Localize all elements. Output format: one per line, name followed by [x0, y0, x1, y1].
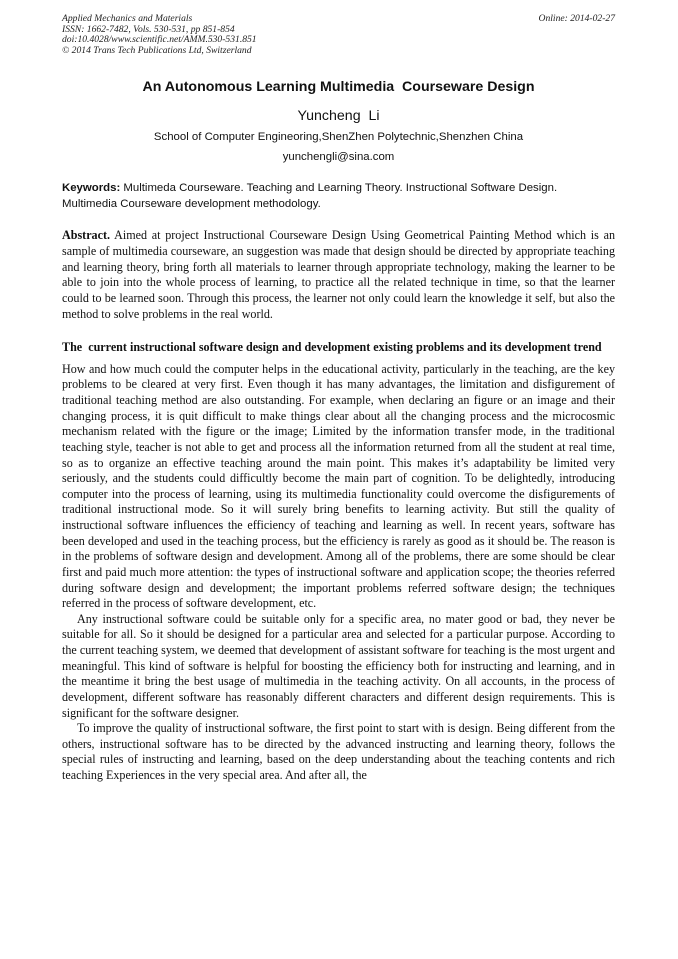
paper-page — [62, 14, 615, 784]
author-affiliation: School of Computer Engineoring,ShenZhen Polytechnic,Shenzhen China — [153, 131, 524, 144]
body-paragraph-1: How and how much could the computer helps in the educational activity, particularly in the teaching, are the key problems to be cleared at very first. Even though it has many advantages, the limitation and disfigurement of traditional teaching method are also outstanding. For example, when declaring an figure or an image and their changing process, it is quit difficult to make things clear about all the changing process and the microcosmic mechanism related with the figure or the image; Limited by the information transfer mode, in the traditional teaching style, teacher is not able to get and process all the information returned from all the student at real time, so as to organize an effective teaching around the main point. This makes it’s adaptability be limited very seriously, and the students could difficultly become the main part of cognition. To be delightedly, introducing computer into the process of learning, using its multimedia functionality could overcome the disfigurements of traditional instructional mode. So it will surely bring benefits to learning activity. But still the quality of instructional software influences the efficiency of teaching and learning as well. In recent years, software has been developed and used in the teaching process, but the efficiency is rarely as good as it should be. The reason is in the problems of software design and development. Among all of the problems, there are some should be clear first and paid much more attention: the types of instructional software and application scope; the theories referred during software design and development; the important problems referred software design; the techniques referred in the process of software development, etc. — [62, 361, 615, 611]
body-paragraph-3: To improve the quality of instructional software, the first point to start with is design. Being different from the others, instructional software has to be directed by the advanced instructing and learning theory, follows the special rules of instructing and learning, based on the deep understanding about the teaching contents and rich teaching Experiences in the very special area. And after all, the — [62, 721, 615, 783]
paper-title: An Autonomous Learning Multimedia Courseware Design — [142, 79, 535, 96]
online-date: Online: 2014-02-27 — [538, 13, 615, 24]
journal-header — [62, 14, 615, 56]
journal-name: Applied Mechanics and Materials — [62, 13, 193, 24]
abstract-block — [62, 228, 615, 322]
author-name: Yuncheng Li — [297, 108, 380, 125]
body-paragraph-2: Any instructional software could be suitable only for a specific area, no mater good or bad, they never be suitable for all. So it should be designed for a particular area and selected for a particular purpose. According to the current teaching system, we deemed that development of assistant software for teaching is the most urgent and meaningful. This kind of software is helpful for boosting the efficiency both for instructing and learning, and in the meantime it bring the best usage of multimedia in the teaching activity. On all accounts, in the process of development, different software has reasonably different characters and different design requirements. This is significant for the software designer. — [62, 611, 615, 720]
keywords-block — [62, 181, 615, 212]
section-heading: The current instructional software design and development existing problems and its development trend — [62, 340, 602, 355]
copyright-line: © 2014 Trans Tech Publications Ltd, Switzerland — [62, 44, 252, 56]
issn-line: ISSN: 1662-7482, Vols. 530-531, pp 851-854 — [62, 23, 235, 35]
abstract-label: Abstract. — [62, 228, 111, 243]
doi-line: doi:10.4028/www.scientific.net/AMM.530-531.851 — [62, 34, 257, 46]
abstract-text: Aimed at project Instructional Courseware Design Using Geometrical Painting Method which is an sample of multimedia courseware, an suggestion was made that design should be directed by appropriate teaching and learning theory, bring forth all materials to learner through appropriate technology, making the learner to be able to join into the whole process of learning, to practice all the related technique in time, so that the learner could to be learned soon. Through this process, the learner not only could learn the knowledge it self, but also the method to solve problems in the real world. — [62, 228, 615, 321]
keywords-text: Multimeda Courseware. Teaching and Learning Theory. Instructional Software Design. Multimedia Courseware development methodology. — [62, 182, 558, 210]
author-email: yunchengli@sina.com — [282, 151, 395, 164]
keywords-label: Keywords: — [62, 182, 121, 195]
